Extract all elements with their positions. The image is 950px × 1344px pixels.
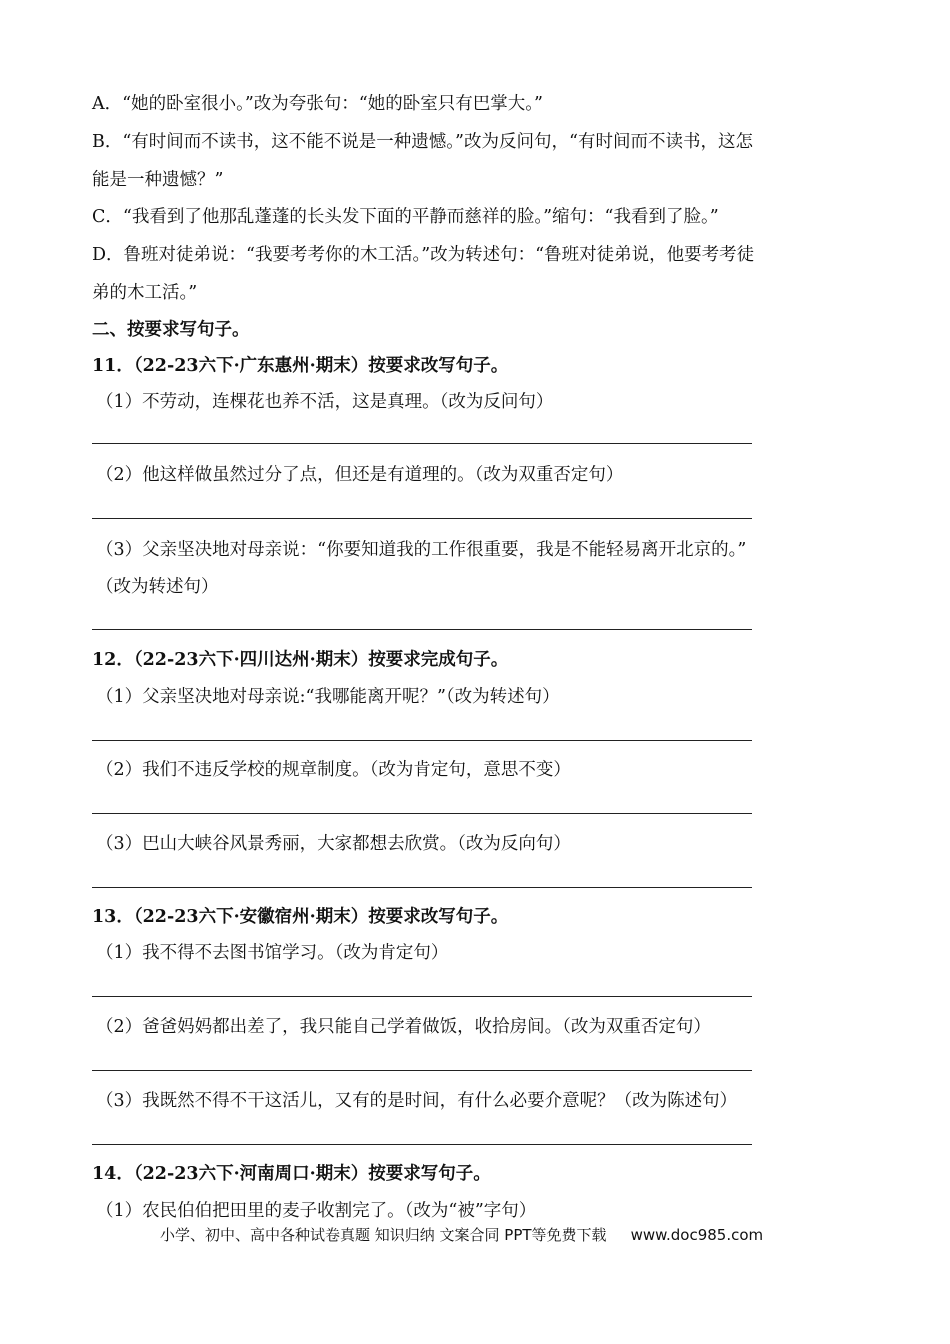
- option-b-line2: 能是一种遗憾？”: [92, 170, 224, 190]
- option-a: A．“她的卧室很小。”改为夸张句：“她的卧室只有巴掌大。”: [92, 94, 543, 114]
- option-c: C．“我看到了他那乱蓬蓬的长头发下面的平静而慈祥的脸。”缩句：“我看到了脸。”: [92, 207, 719, 227]
- question-14-title: 14．（22-23六下·河南周口·期末）按要求写句子。: [92, 1164, 491, 1184]
- question-14-item-1: （1）农民伯伯把田里的麦子收割完了。（改为“被”字句）: [96, 1201, 537, 1221]
- option-d-line1: D．鲁班对徒弟说：“我要考考你的木工活。”改为转述句：“鲁班对徒弟说，他要考考徒: [92, 245, 755, 265]
- question-11-item-3: （3）父亲坚决地对母亲说：“你要知道我的工作很重要，我是不能轻易离开北京的。”: [96, 540, 747, 560]
- question-13-title: 13．（22-23六下·安徽宿州·期末）按要求改写句子。: [92, 907, 509, 927]
- answer-line[interactable]: [92, 518, 752, 519]
- question-11-item-2: （2）他这样做虽然过分了点，但还是有道理的。（改为双重否定句）: [96, 465, 624, 485]
- footer: [160, 1224, 763, 1246]
- question-12-title: 12．（22-23六下·四川达州·期末）按要求完成句子。: [92, 650, 509, 670]
- answer-line[interactable]: [92, 887, 752, 888]
- section-title: 二、按要求写句子。: [92, 320, 250, 340]
- answer-line[interactable]: [92, 996, 752, 997]
- question-11-item-1: （1）不劳动，连棵花也养不活，这是真理。（改为反问句）: [96, 392, 554, 412]
- question-13-item-2: （2）爸爸妈妈都出差了，我只能自己学着做饭，收拾房间。（改为双重否定句）: [96, 1017, 711, 1037]
- answer-line[interactable]: [92, 1144, 752, 1145]
- answer-line[interactable]: [92, 1070, 752, 1071]
- question-12-item-2: （2）我们不违反学校的规章制度。（改为肯定句，意思不变）: [96, 760, 571, 780]
- question-11-item-3-cont: （改为转述句）: [96, 577, 219, 597]
- question-12-item-1: （1）父亲坚决地对母亲说:“我哪能离开呢？”（改为转述句）: [96, 687, 560, 707]
- answer-line[interactable]: [92, 813, 752, 814]
- question-12-item-3: （3）巴山大峡谷风景秀丽，大家都想去欣赏。（改为反向句）: [96, 834, 571, 854]
- footer-text: 小学、初中、高中各种试卷真题 知识归纳 文案合同 PPT等免费下载: [160, 1226, 607, 1244]
- option-b-line1: B．“有时间而不读书，这不能不说是一种遗憾。”改为反问句，“有时间而不读书，这怎: [92, 132, 753, 152]
- answer-line[interactable]: [92, 443, 752, 444]
- question-13-item-1: （1）我不得不去图书馆学习。（改为肯定句）: [96, 943, 449, 963]
- question-13-item-3: （3）我既然不得不干这活儿，又有的是时间，有什么必要介意呢？（改为陈述句）: [96, 1091, 738, 1111]
- option-d-line2: 弟的木工活。”: [92, 283, 198, 303]
- question-11-title: 11．（22-23六下·广东惠州·期末）按要求改写句子。: [92, 356, 509, 376]
- answer-line[interactable]: [92, 740, 752, 741]
- footer-url-link[interactable]: www.doc985.com: [630, 1226, 764, 1244]
- answer-line[interactable]: [92, 629, 752, 630]
